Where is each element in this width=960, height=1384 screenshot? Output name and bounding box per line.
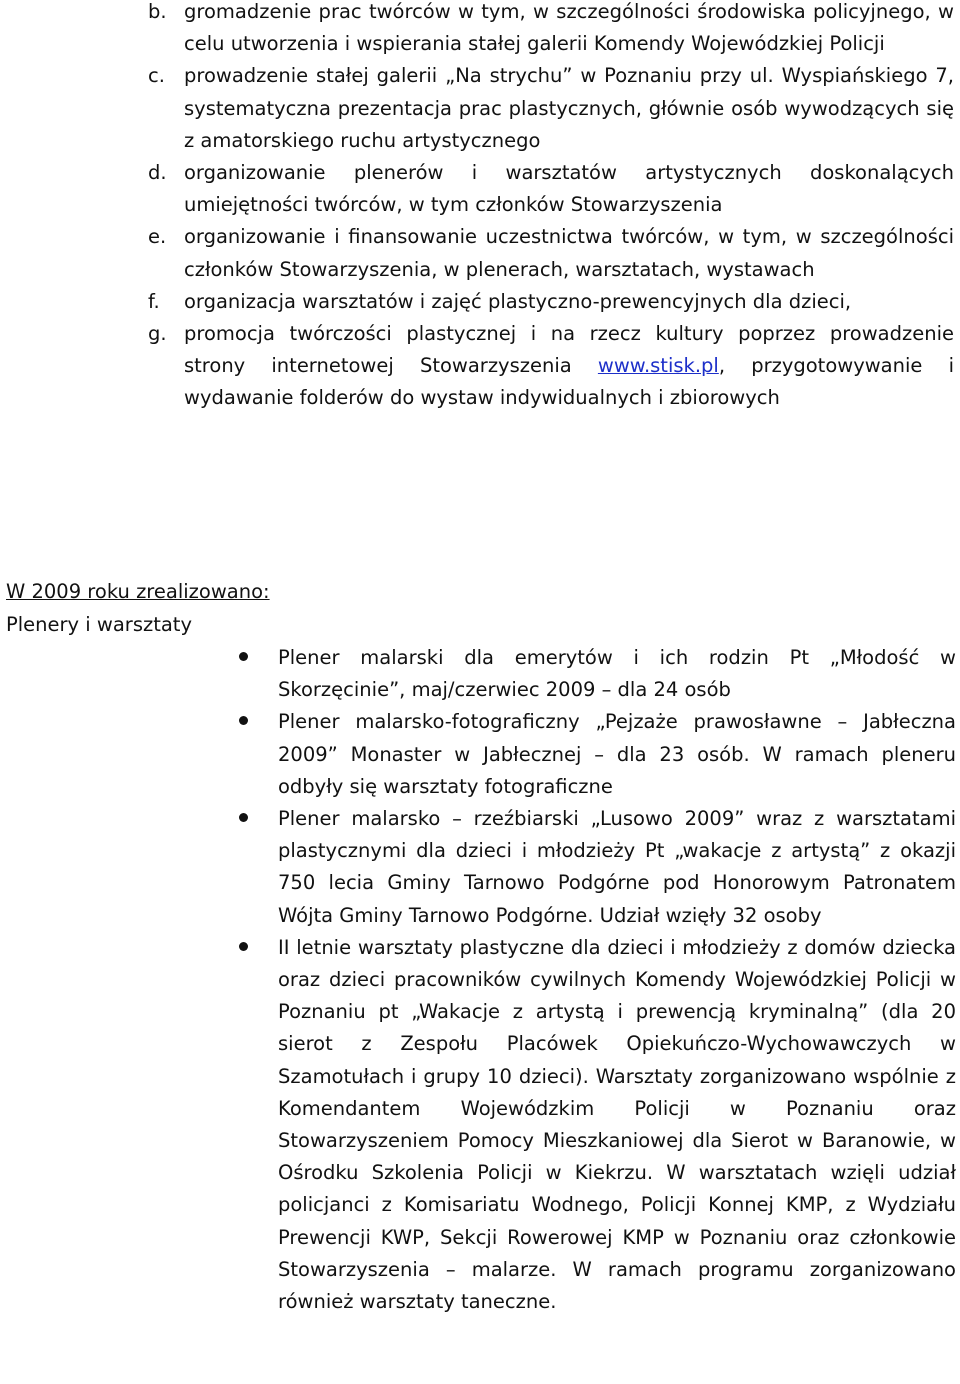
bullet-icon — [239, 716, 248, 725]
list-item-e — [148, 221, 954, 285]
list-marker: g. — [148, 322, 167, 346]
list-marker: e. — [148, 225, 167, 249]
list-marker: c. — [148, 64, 165, 88]
list-item-text: organizowanie plenerów i warsztatów artystycznych doskonalących umiejętności twórców, w tym członków Stowarzyszenia — [184, 161, 954, 217]
list-item-g — [148, 318, 954, 415]
list-item-d — [148, 157, 954, 221]
list-item-text-after-link: , przygotowywanie i wydawanie folderów do wystaw indywidualnych i zbiorowych — [184, 354, 954, 410]
bullet-icon — [239, 813, 248, 822]
activities-list — [236, 642, 956, 1318]
list-item-text: gromadzenie prac twórców w tym, w szczególności środowiska policyjnego, w celu utworzenia i wspierania stałej galerii Komendy Wojewódzkiej Policji — [184, 0, 954, 56]
list-item-f — [148, 286, 954, 318]
activity-text: II letnie warsztaty plastyczne dla dzieci i młodzieży z domów dziecka oraz dzieci pracowników cywilnych Komendy Wojewódzkiej Policji w Poznaniu pt „Wakacje z artystą i prewencją kryminalną” (dla 20 sierot z Zespołu Placówek Opiekuńczo-Wychowawczych w Szamotułach i grupy 10 dzieci). Warsztaty zorganizowano wspólnie z Komendantem Wojewódzkim Policji w Poznaniu oraz Stowarzyszeniem Pomocy Mieszkaniowej dla Sierot w Baranowie, w Ośrodku Szkolenia Policji w Kiekrzu. W warsztatach wzięli udział policjanci z Komisariatu Wodnego, Policji Konnej KMP, z Wydziału Prewencji KWP, Sekcji Rowerowej KMP w Poznaniu oraz członkowie Stowarzyszenia – malarze. W ramach programu zorganizowano również warsztaty taneczne. — [278, 935, 956, 1314]
bullet-icon — [239, 652, 248, 661]
goals-list — [148, 0, 954, 415]
list-item-text-before-link: promocja twórczości plastycznej i na rzecz kultury poprzez prowadzenie strony internetowej Stowarzyszenia — [184, 322, 954, 378]
list-marker: f. — [148, 289, 160, 313]
activity-text: Plener malarski dla emerytów i ich rodzin Pt „Młodość w Skorzęcinie”, maj/czerwiec 2009 – dla 24 osób — [278, 646, 956, 702]
section-subheading: Plenery i warsztaty — [6, 613, 192, 636]
list-item-text: organizacja warsztatów i zajęć plastyczno-prewencyjnych dla dzieci, — [184, 289, 852, 313]
activity-text: Plener malarsko-fotograficzny „Pejzaże prawosławne – Jabłeczna 2009” Monaster w Jabłecznej – dla 23 osób. W ramach pleneru odbyły się warsztaty fotograficzne — [278, 710, 956, 798]
activity-text: Plener malarsko – rzeźbiarski „Lusowo 2009” wraz z warsztatami plastycznymi dla dzieci i młodzieży Pt „wakacje z artystą” z okazji 750 lecia Gminy Tarnowo Podgórne pod Honorowym Patronatem Wójta Gminy Tarnowo Podgórne. Udział wzięły 32 osoby — [278, 807, 956, 927]
activity-item — [236, 642, 956, 706]
list-marker: d. — [148, 161, 167, 185]
bullet-icon — [239, 942, 248, 951]
list-item-text — [184, 322, 954, 409]
section-heading: W 2009 roku zrealizowano: — [6, 580, 270, 603]
activity-item — [236, 932, 956, 1318]
list-marker: b. — [148, 0, 167, 23]
activity-item — [236, 803, 956, 932]
list-item-c — [148, 60, 954, 157]
list-item-text: organizowanie i finansowanie uczestnictwa twórców, w tym, w szczególności członków Stowarzyszenia, w plenerach, warsztatach, wystawach — [184, 225, 954, 281]
activity-item — [236, 706, 956, 803]
website-link[interactable]: www.stisk.pl — [597, 354, 719, 378]
list-item-b — [148, 0, 954, 60]
list-item-text: prowadzenie stałej galerii „Na strychu” w Poznaniu przy ul. Wyspiańskiego 7, systematyczna prezentacja prac plastycznych, głównie osób wywodzących się z amatorskiego ruchu artystycznego — [184, 64, 954, 152]
